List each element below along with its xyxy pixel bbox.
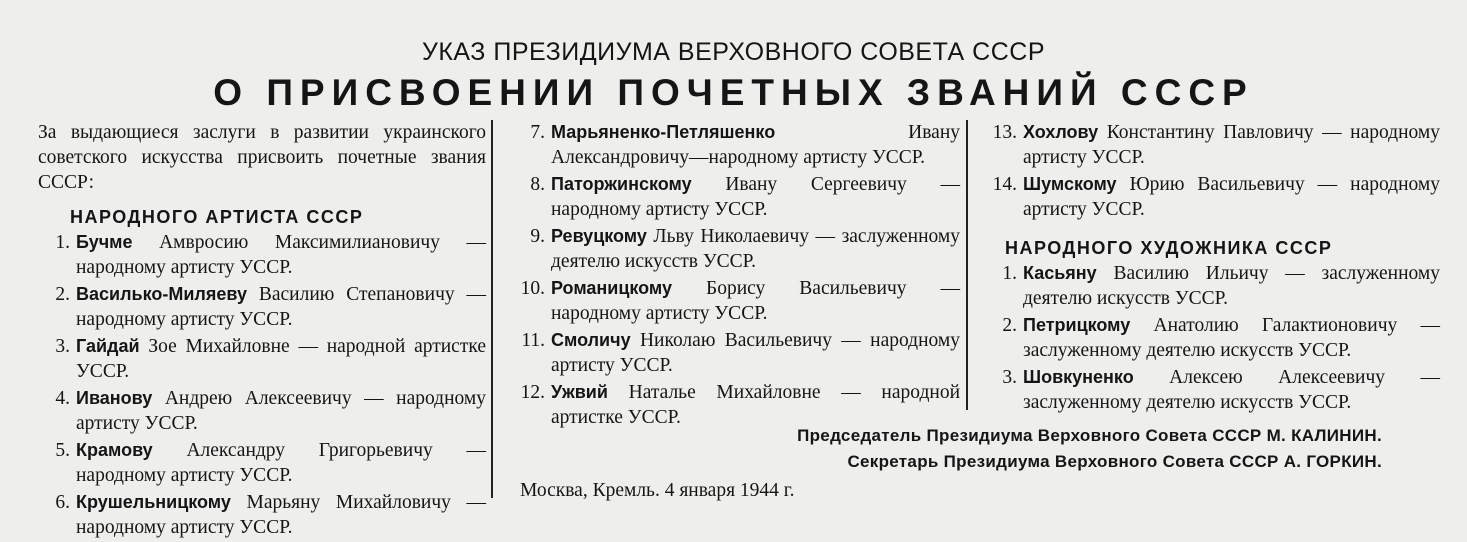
item-name: Василько-Миляеву	[76, 284, 247, 304]
column-3	[985, 120, 1440, 417]
item-text: Александру Григорьевичу — народному артисту УССР.	[76, 440, 486, 486]
column-1	[38, 120, 486, 542]
item-name: Смоличу	[551, 330, 631, 350]
item-text: Анатолию Галактионовичу — заслуженному деятелю искусств УССР.	[1023, 315, 1440, 361]
item-number: 13.	[992, 122, 1017, 143]
item-number: 7.	[530, 122, 545, 143]
secretary-signature: Секретарь Президиума Верховного Совета СССР А. ГОРКИН.	[847, 452, 1382, 471]
item-text: Юрию Васильевичу — народному артисту УССР.	[1023, 174, 1440, 220]
item-text: Николаю Васильевичу — народному артисту УССР.	[551, 330, 960, 376]
item-name: Ужвий	[551, 382, 608, 402]
item-name: Иванову	[76, 388, 153, 408]
section-title-artist: НАРОДНОГО АРТИСТА СССР	[70, 207, 364, 227]
list-item	[38, 334, 486, 384]
item-number: 9.	[530, 226, 545, 247]
list-item	[985, 365, 1440, 415]
chairman-signature: Председатель Президиума Верховного Совета СССР М. КАЛИНИН.	[797, 426, 1382, 445]
item-text: Константину Павловичу — народному артисту УССР.	[1023, 122, 1440, 168]
item-number: 2.	[1002, 315, 1017, 336]
list-item	[38, 386, 486, 436]
item-number: 2.	[55, 284, 70, 305]
item-name: Хохлову	[1023, 122, 1099, 142]
item-text: Борису Васильевичу — народному артисту УССР.	[551, 278, 960, 324]
list-item	[985, 120, 1440, 170]
item-number: 11.	[521, 330, 545, 351]
list-item	[505, 380, 960, 430]
item-text: Марьяну Михайловичу — народному артисту УССР.	[76, 492, 486, 538]
list-item	[38, 490, 486, 540]
item-number: 12.	[520, 382, 545, 403]
list-item	[505, 120, 960, 170]
item-text: Ивану Сергеевичу — народному артисту УССР.	[551, 174, 960, 220]
item-number: 4.	[55, 388, 70, 409]
item-text: Льву Николаевичу — заслуженному деятелю искусств УССР.	[551, 226, 961, 272]
item-text: Василию Ильичу — заслуженному деятелю искусств УССР.	[1023, 263, 1440, 309]
item-name: Петрицкому	[1023, 315, 1131, 335]
item-text: Наталье Михайловне — народной артистке УССР.	[551, 382, 961, 428]
item-number: 3.	[1002, 367, 1017, 388]
item-number: 8.	[530, 174, 545, 195]
list-item	[505, 276, 960, 326]
item-number: 1.	[1002, 263, 1017, 284]
intro-text: За выдающиеся заслуги в развитии украинского советского искусства присвоить почетные звания СССР:	[38, 122, 486, 193]
list-item	[985, 313, 1440, 363]
item-name: Гайдай	[76, 336, 140, 356]
item-number: 1.	[55, 232, 70, 253]
item-number: 10.	[520, 278, 545, 299]
list-item	[505, 224, 960, 274]
item-name: Романицкому	[551, 278, 673, 298]
section-title-painter: НАРОДНОГО ХУДОЖНИКА СССР	[1005, 238, 1333, 258]
item-name: Бучме	[76, 232, 133, 252]
item-text: Алексею Алексеевичу — заслуженному деятелю искусств УССР.	[1023, 367, 1440, 413]
place-date: Москва, Кремль. 4 января 1944 г.	[520, 480, 795, 501]
item-name: Шовкуненко	[1023, 367, 1134, 387]
column-divider	[491, 120, 493, 498]
list-item	[985, 261, 1440, 311]
item-name: Марьяненко-Петляшенко	[551, 122, 776, 142]
item-name: Крамову	[76, 440, 153, 460]
list-item	[505, 172, 960, 222]
decree-heading: УКАЗ ПРЕЗИДИУМА ВЕРХОВНОГО СОВЕТА СССР	[421, 38, 1046, 66]
item-number: 14.	[992, 174, 1017, 195]
item-number: 6.	[55, 492, 70, 513]
list-item	[505, 328, 960, 378]
item-number: 3.	[55, 336, 70, 357]
item-name: Крушельницкому	[76, 492, 231, 512]
item-name: Шумскому	[1023, 174, 1117, 194]
list-item	[38, 230, 486, 280]
column-divider	[966, 120, 968, 410]
item-number: 5.	[55, 440, 70, 461]
decree-title: О ПРИСВОЕНИИ ПОЧЕТНЫХ ЗВАНИЙ СССР	[213, 72, 1254, 113]
list-item	[985, 172, 1440, 222]
item-text: Ивану Александровичу—народному артисту УССР.	[551, 122, 960, 168]
list-item	[38, 282, 486, 332]
item-name: Паторжинскому	[551, 174, 692, 194]
item-name: Касьяну	[1023, 263, 1097, 283]
column-2	[505, 120, 960, 432]
item-text: Амвросию Максимилиановичу — народному артисту УССР.	[76, 232, 486, 278]
item-name: Ревуцкому	[551, 226, 647, 246]
item-text: Зое Михайловне — народной артистке УССР.	[76, 336, 486, 382]
item-text: Василию Степановичу — народному артисту УССР.	[76, 284, 486, 330]
item-text: Андрею Алексеевичу — народному артисту УССР.	[76, 388, 486, 434]
list-item	[38, 438, 486, 488]
